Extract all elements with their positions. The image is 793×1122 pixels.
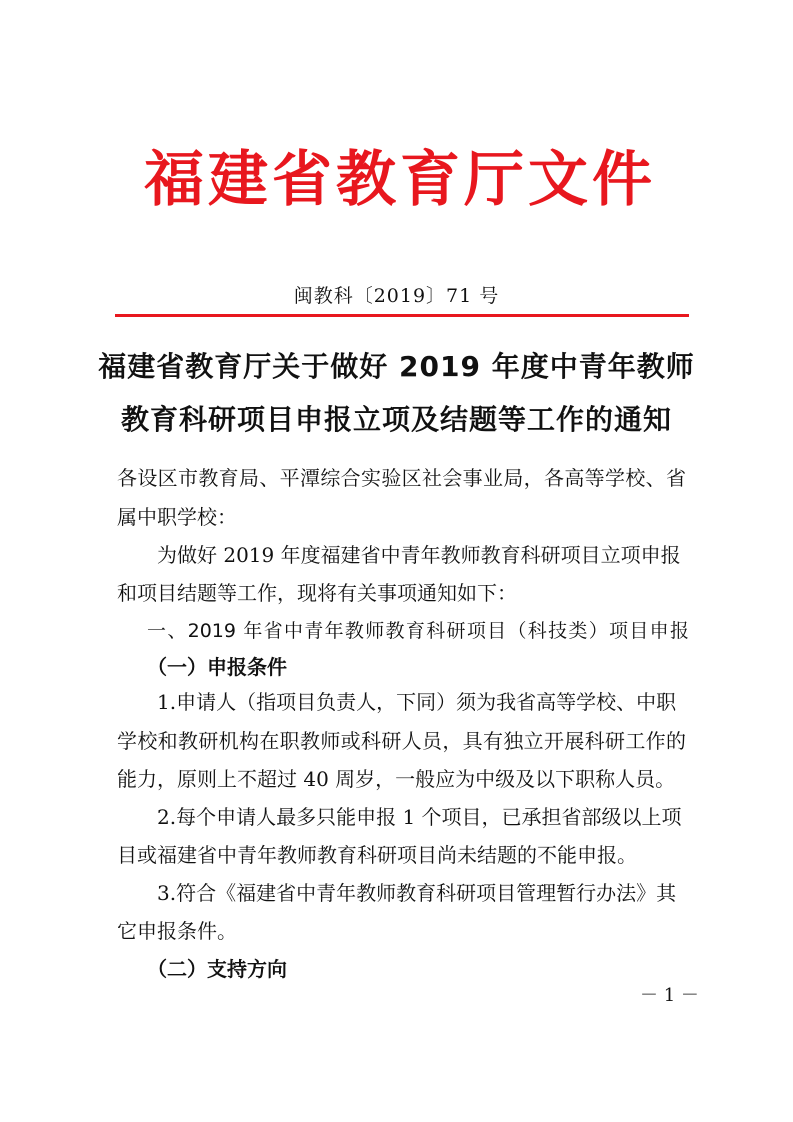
issuer-title: 福建省教育厅文件 <box>144 145 656 215</box>
item-3-line-2: 它申报条件。 <box>117 919 237 943</box>
item-1-line-1: 1.申请人（指项目负责人，下同）须为我省高等学校、中职 <box>157 690 677 714</box>
item-2-line-2: 目或福建省中青年教师教育科研项目尚未结题的不能申报。 <box>117 843 637 867</box>
recipients-line-2: 属中职学校： <box>117 505 237 529</box>
notice-title-line-2: 教育科研项目申报立项及结题等工作的通知 <box>120 403 672 436</box>
document-number: 闽教科〔2019〕71 号 <box>293 285 500 307</box>
intro-line-1: 为做好 2019 年度福建省中青年教师教育科研项目立项申报 <box>157 543 681 567</box>
subsection-2-heading: （二）支持方向 <box>147 957 287 981</box>
item-1-line-3: 能力，原则上不超过 40 周岁，一般应为中级及以下职称人员。 <box>117 767 676 791</box>
item-1-line-2: 学校和教研机构在职教师或科研人员，具有独立开展科研工作的 <box>117 729 686 753</box>
recipients-line-1: 各设区市教育局、平潭综合实验区社会事业局，各高等学校、省 <box>117 466 686 490</box>
item-2-line-1: 2.每个申请人最多只能申报 1 个项目，已承担省部级以上项 <box>157 805 682 829</box>
intro-line-2: 和项目结题等工作，现将有关事项通知如下： <box>117 581 517 605</box>
subsection-1-heading: （一）申报条件 <box>147 655 287 679</box>
section-1-heading: 一、2019 年省中青年教师教育科研项目（科技类）项目申报 <box>147 620 689 642</box>
item-3-line-1: 3.符合《福建省中青年教师教育科研项目管理暂行办法》其 <box>157 881 677 905</box>
page-number: － 1 － <box>640 985 699 1006</box>
notice-title-line-1: 福建省教育厅关于做好 2019 年度中青年教师 <box>98 350 695 383</box>
red-separator-line <box>115 314 689 317</box>
